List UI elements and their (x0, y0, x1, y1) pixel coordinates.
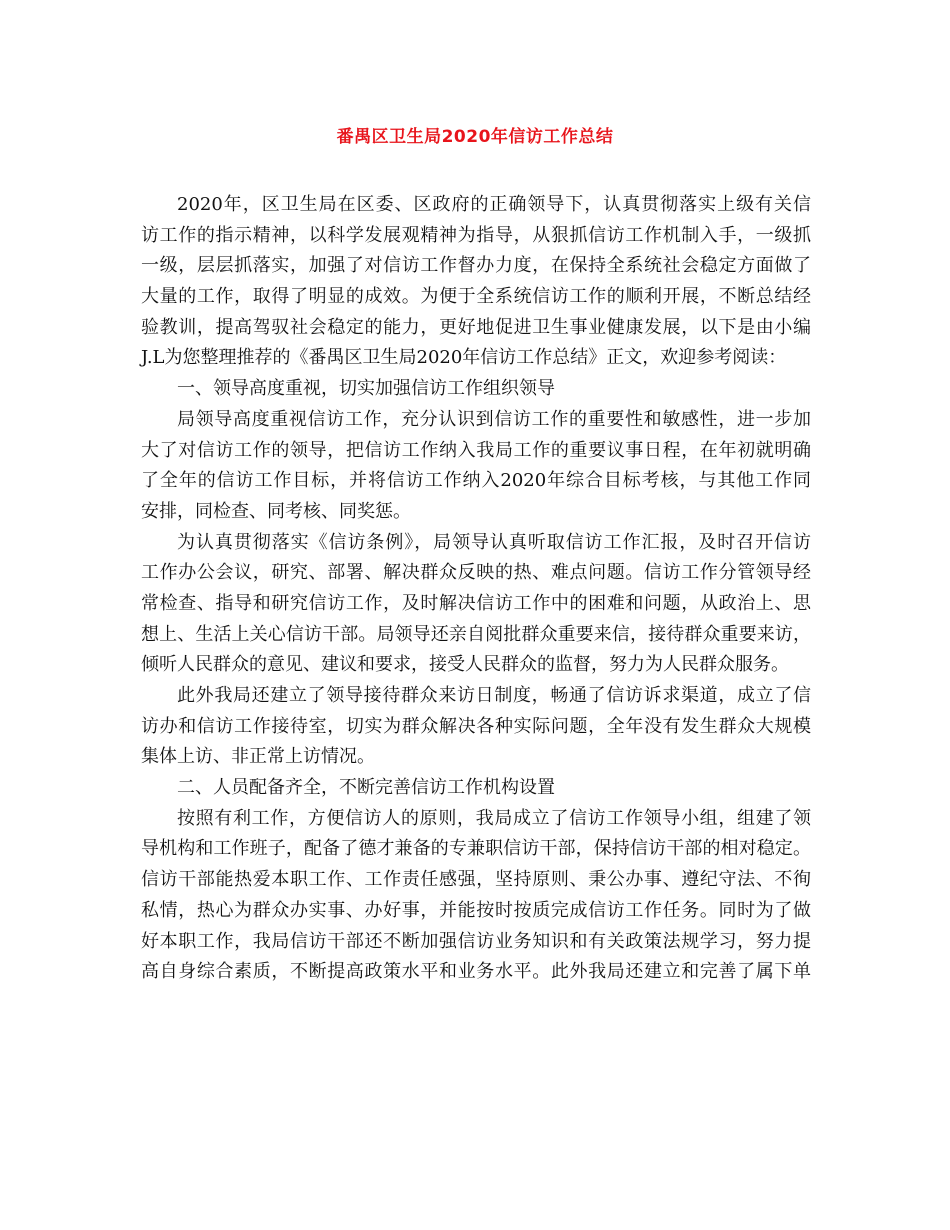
text-line: 工作办公会议，研究、部署、解决群众反映的热、难点问题。信访工作分管领导经 (141, 562, 811, 584)
text-line: 访工作的指示精神，以科学发展观精神为指导，从狠抓信访工作机制入手，一级抓 (141, 224, 811, 246)
text-line: 导机构和工作班子，配备了德才兼备的专兼职信访干部，保持信访干部的相对稳定。 (141, 838, 811, 860)
text-line: 为认真贯彻落实《信访条例》，局领导认真听取信访工作汇报，及时召开信访 (177, 531, 811, 553)
text-line: 大量的工作，取得了明显的成效。为便于全系统信访工作的顺利开展，不断总结经 (141, 286, 811, 308)
text-line: 高自身综合素质，不断提高政策水平和业务水平。此外我局还建立和完善了属下单 (141, 961, 811, 983)
text-line: J.L为您整理推荐的《番禺区卫生局2020年信访工作总结》正文，欢迎参考阅读： (141, 347, 787, 369)
text-line: 好本职工作，我局信访干部还不断加强信访业务知识和有关政策法规学习，努力提 (141, 930, 811, 952)
text-line: 倾听人民群众的意见、建议和要求，接受人民群众的监督，努力为人民群众服务。 (141, 654, 789, 676)
text-line: 常检查、指导和研究信访工作，及时解决信访工作中的困难和问题，从政治上、思 (141, 592, 811, 614)
text-line: 2020年，区卫生局在区委、区政府的正确领导下，认真贯彻落实上级有关信 (177, 194, 811, 215)
text-line: 想上、生活上关心信访干部。局领导还亲自阅批群众重要来信，接待群众重要来访， (141, 623, 811, 645)
text-line: 按照有利工作，方便信访人的原则，我局成立了信访工作领导小组，组建了领 (177, 807, 811, 829)
document-body (141, 190, 811, 988)
text-line: 了全年的信访工作目标，并将信访工作纳入2020年综合目标考核，与其他工作同 (141, 470, 811, 492)
text-line: 信访干部能热爱本职工作、工作责任感强，坚持原则、秉公办事、遵纪守法、不徇 (141, 869, 811, 891)
text-line: 二、人员配备齐全，不断完善信访工作机构设置 (177, 777, 555, 799)
text-line: 私情，热心为群众办实事、办好事，并能按时按质完成信访工作任务。同时为了做 (141, 899, 811, 921)
text-line: 局领导高度重视信访工作，充分认识到信访工作的重要性和敏感性，进一步加 (177, 408, 811, 430)
text-line: 集体上访、非正常上访情况。 (141, 746, 375, 768)
text-line: 一级，层层抓落实，加强了对信访工作督办力度，在保持全系统社会稳定方面做了 (141, 255, 811, 277)
text-line: 安排，同检查、同考核、同奖惩。 (141, 500, 411, 522)
text-line: 大了对信访工作的领导，把信访工作纳入我局工作的重要议事日程，在年初就明确 (141, 439, 811, 461)
text-line: 访办和信访工作接待室，切实为群众解决各种实际问题，全年没有发生群众大规模 (141, 715, 811, 737)
text-line: 此外我局还建立了领导接待群众来访日制度，畅通了信访诉求渠道，成立了信 (177, 685, 811, 706)
document-title: 番禺区卫生局2020年信访工作总结 (336, 127, 614, 147)
text-line: 验教训，提高驾驭社会稳定的能力，更好地促进卫生事业健康发展，以下是由小编 (141, 316, 811, 338)
text-line: 一、领导高度重视，切实加强信访工作组织领导 (177, 378, 555, 400)
